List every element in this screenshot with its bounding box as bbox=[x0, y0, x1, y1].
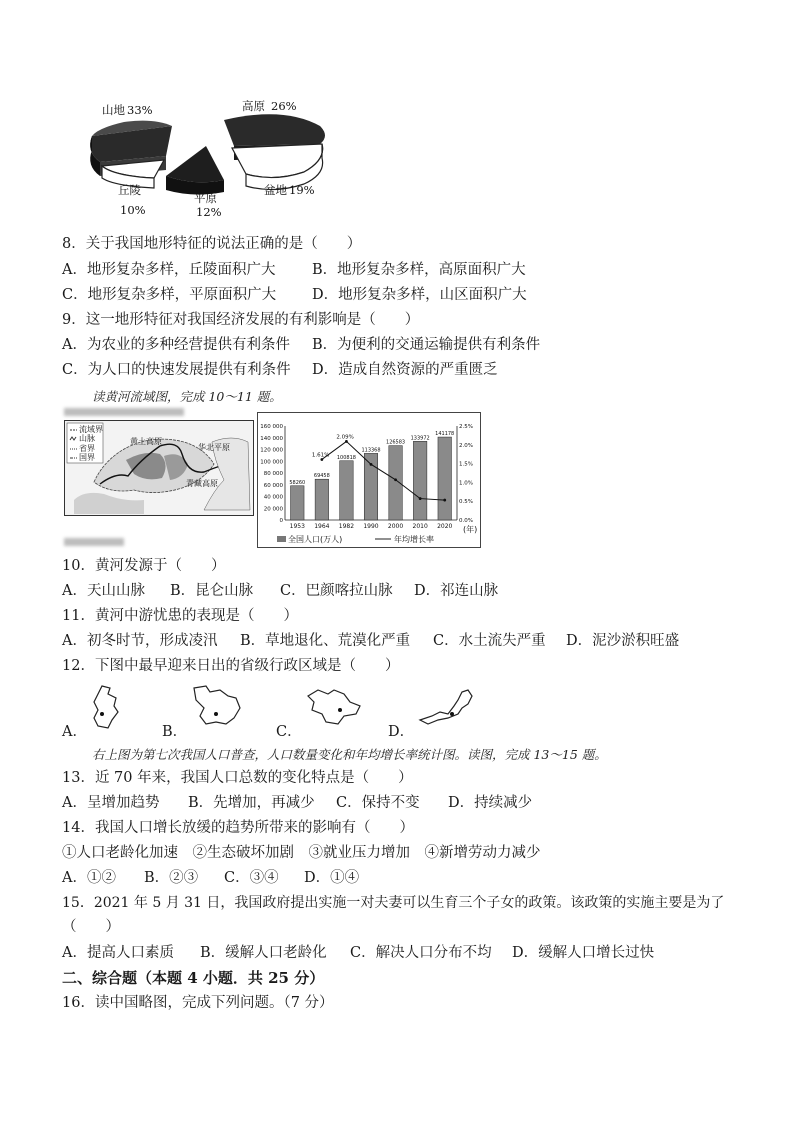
legend-bar-swatch bbox=[277, 536, 286, 542]
svg-text:国界: 国界 bbox=[79, 453, 95, 462]
svg-text:黄土高原: 黄土高原 bbox=[130, 437, 162, 446]
question-12-stem: 12．下图中最早迎来日出的省级行政区域是（ ） bbox=[62, 658, 400, 674]
question-15-option-b: B．缓解人口老龄化 bbox=[200, 945, 327, 961]
province-shape-c bbox=[304, 686, 364, 728]
question-11-option-a: A．初冬时节，形成凌汛 bbox=[62, 633, 218, 649]
bar-value-label: 133972 bbox=[410, 435, 430, 442]
legend-population: 全国人口(万人) bbox=[288, 535, 343, 544]
y-left-tick-label: 160 000 bbox=[260, 424, 283, 430]
question-8-stem: 8．关于我国地形特征的说法正确的是（ ） bbox=[62, 236, 362, 252]
population-bar bbox=[340, 461, 354, 520]
province-shape-a bbox=[88, 684, 124, 730]
svg-text:10%: 10% bbox=[120, 203, 146, 217]
bar-value-label: 69458 bbox=[313, 473, 330, 480]
question-13-option-d: D．持续减少 bbox=[448, 795, 533, 811]
question-8-option-d: D．地形复杂多样，山区面积广大 bbox=[312, 287, 527, 303]
question-13-option-c: C．保持不变 bbox=[336, 795, 420, 811]
population-census-chart bbox=[257, 412, 481, 548]
growth-rate-label: 1.61% bbox=[311, 452, 330, 459]
y-left-tick-label: 20 000 bbox=[263, 506, 283, 513]
question-11-option-b: B．草地退化、荒漠化严重 bbox=[240, 633, 411, 649]
svg-text:省界: 省界 bbox=[79, 444, 95, 453]
question-15-option-d: D．缓解人口增长过快 bbox=[512, 945, 655, 961]
y-right-tick-label: 1.5% bbox=[459, 461, 473, 468]
question-15-stem: 15．2021 年 5 月 31 日，我国政府提出实施一对夫妻可以生育三个子女的政策。该政策的实施主要是为了 bbox=[62, 895, 725, 911]
question-8-option-a: A．地形复杂多样，丘陵面积广大 bbox=[62, 262, 276, 278]
y-right-tick-label: 1.0% bbox=[459, 480, 473, 487]
section-2-heading: 二、综合题（本题 4 小题．共 25 分） bbox=[62, 969, 325, 987]
y-left-tick-label: 40 000 bbox=[263, 494, 283, 501]
y-right-tick-label: 2.0% bbox=[459, 442, 473, 449]
question-10-option-d: D．祁连山脉 bbox=[414, 583, 499, 599]
pie-slice-plateau bbox=[224, 114, 325, 146]
question-15-option-a: A．提高人口素质 bbox=[62, 945, 174, 961]
blurred-caption bbox=[64, 538, 124, 546]
growth-rate-label: 2.09% bbox=[336, 434, 354, 441]
reading-note-10-11: 读黄河流域图，完成 10～11 题。 bbox=[92, 389, 282, 404]
svg-text:平原: 平原 bbox=[194, 191, 217, 205]
question-14-stem: 14．我国人口增长放缓的趋势所带来的影响有（ ） bbox=[62, 820, 414, 836]
question-14-items: ①人口老龄化加速 ②生态破坏加剧 ③就业压力增加 ④新增劳动力减少 bbox=[62, 845, 541, 861]
question-10-option-a: A．天山山脉 bbox=[62, 583, 145, 599]
province-shape-b bbox=[188, 684, 244, 728]
y-left-tick-label: 0 bbox=[279, 518, 283, 524]
y-right-tick-label: 0.5% bbox=[459, 499, 473, 506]
population-bar bbox=[413, 441, 427, 520]
y-right-tick-label: 2.5% bbox=[459, 424, 473, 430]
svg-text:山脉: 山脉 bbox=[79, 434, 95, 443]
x-tick-label: 2000 bbox=[387, 523, 404, 530]
legend-growth-rate: 年均增长率 bbox=[394, 535, 434, 544]
growth-rate-point bbox=[370, 463, 373, 466]
svg-text:盆地19%: 盆地 19% bbox=[264, 183, 315, 197]
pie-slice-plain bbox=[166, 146, 224, 182]
question-10-option-b: B．昆仑山脉 bbox=[170, 583, 254, 599]
bar-value-label: 100818 bbox=[336, 454, 356, 461]
question-14-option-c: C．③④ bbox=[224, 870, 279, 886]
svg-text:流域界: 流域界 bbox=[79, 425, 103, 434]
question-13-option-b: B．先增加，再减少 bbox=[188, 795, 315, 811]
yellow-river-basin-map bbox=[64, 420, 254, 516]
blurred-caption bbox=[64, 408, 184, 416]
svg-text:丘陵: 丘陵 bbox=[118, 183, 141, 197]
y-left-tick-label: 120 000 bbox=[260, 447, 283, 454]
y-left-tick-label: 140 000 bbox=[260, 435, 283, 442]
svg-text:高原26%: 高原 26% bbox=[242, 99, 297, 113]
bar-value-label: 126583 bbox=[386, 439, 406, 446]
question-13-option-a: A．呈增加趋势 bbox=[62, 795, 160, 811]
question-12-option-b: B． bbox=[162, 724, 188, 740]
question-9-option-a: A．为农业的多种经营提供有利条件 bbox=[62, 337, 290, 353]
question-15-stem-blank: （ ） bbox=[62, 919, 120, 935]
growth-rate-point bbox=[320, 458, 323, 461]
question-8-option-c: C．地形复杂多样，平原面积广大 bbox=[62, 287, 277, 303]
x-tick-label: 1953 bbox=[289, 523, 305, 530]
question-9-option-d: D．造成自然资源的严重匮乏 bbox=[312, 362, 498, 378]
question-10-stem: 10．黄河发源于（ ） bbox=[62, 558, 226, 574]
terrain-pie-chart bbox=[84, 96, 344, 222]
question-9-option-c: C．为人口的快速发展提供有利条件 bbox=[62, 362, 291, 378]
growth-rate-point bbox=[345, 440, 348, 443]
question-9-option-b: B．为便利的交通运输提供有利条件 bbox=[312, 337, 541, 353]
x-tick-label: 1990 bbox=[363, 523, 379, 530]
question-11-option-c: C．水土流失严重 bbox=[433, 633, 546, 649]
bar-value-label: 113368 bbox=[361, 447, 381, 454]
y-left-tick-label: 100 000 bbox=[260, 459, 283, 466]
growth-rate-point bbox=[443, 499, 446, 502]
x-tick-label: 1964 bbox=[314, 523, 330, 530]
x-tick-label: 1982 bbox=[338, 523, 355, 530]
question-8-option-b: B．地形复杂多样，高原面积广大 bbox=[312, 262, 526, 278]
growth-rate-point bbox=[419, 497, 422, 500]
svg-text:华北平原: 华北平原 bbox=[198, 443, 230, 452]
y-left-tick-label: 60 000 bbox=[263, 482, 283, 489]
question-11-stem: 11．黄河中游忧患的表现是（ ） bbox=[62, 608, 298, 624]
question-14-option-a: A．①② bbox=[62, 870, 116, 886]
bar-value-label: 58260 bbox=[289, 479, 306, 486]
question-9-stem: 9．这一地形特征对我国经济发展的有利影响是（ ） bbox=[62, 312, 420, 328]
population-bar bbox=[315, 479, 329, 520]
x-axis-unit: (年) bbox=[463, 525, 478, 534]
question-13-stem: 13．近 70 年来，我国人口总数的变化特点是（ ） bbox=[62, 770, 413, 786]
question-12-option-a: A． bbox=[62, 724, 87, 740]
population-bar bbox=[291, 486, 305, 520]
province-shape-d bbox=[418, 686, 474, 726]
population-bar bbox=[438, 437, 452, 520]
x-tick-label: 2020 bbox=[437, 523, 453, 530]
question-12-option-c: C． bbox=[276, 724, 302, 740]
svg-text:山地33%: 山地 33% bbox=[102, 103, 153, 117]
question-14-option-d: D．①④ bbox=[304, 870, 360, 886]
question-11-option-d: D．泥沙淤积旺盛 bbox=[566, 633, 680, 649]
x-tick-label: 2010 bbox=[412, 523, 428, 530]
bar-value-label: 141178 bbox=[435, 431, 455, 438]
svg-text:青藏高原: 青藏高原 bbox=[186, 479, 218, 488]
reading-note-13-15: 右上图为第七次我国人口普查，人口数量变化和年均增长率统计图。读图，完成 13～15 题。 bbox=[92, 747, 607, 762]
svg-text:12%: 12% bbox=[196, 205, 222, 219]
question-10-option-c: C．巴颜喀拉山脉 bbox=[280, 583, 393, 599]
growth-rate-point bbox=[394, 478, 397, 481]
y-left-tick-label: 80 000 bbox=[263, 471, 283, 477]
question-15-option-c: C．解决人口分布不均 bbox=[350, 945, 492, 961]
question-14-option-b: B．②③ bbox=[144, 870, 199, 886]
question-12-option-d: D． bbox=[388, 724, 415, 740]
y-right-tick-label: 0.0% bbox=[459, 518, 473, 524]
question-16-stem: 16．读中国略图，完成下列问题。（7 分） bbox=[62, 995, 334, 1011]
